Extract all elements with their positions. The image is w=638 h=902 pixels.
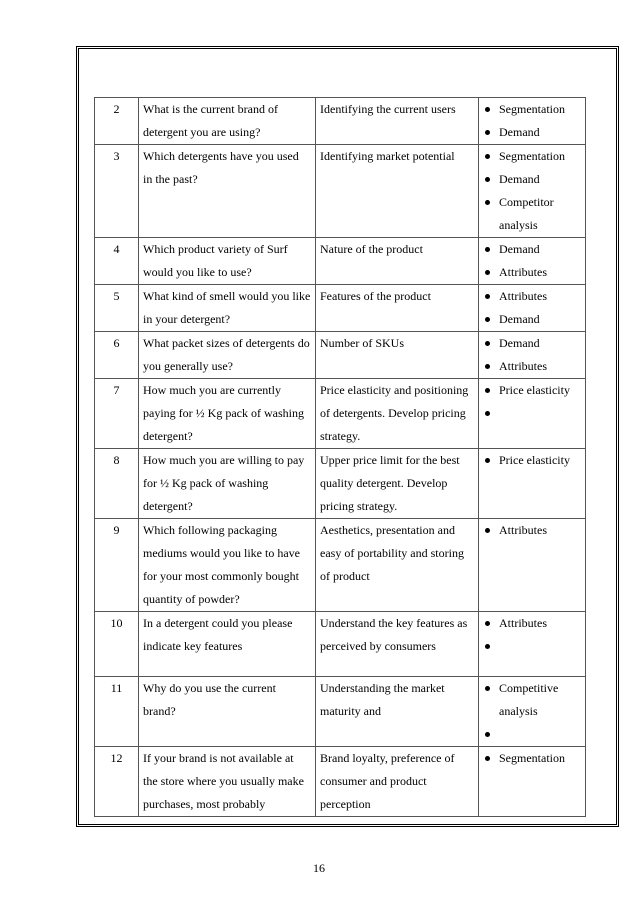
objectives-list bbox=[483, 519, 581, 542]
question-purpose: Aesthetics, presentation and easy of portability and storing of product bbox=[316, 519, 479, 612]
question-purpose: Number of SKUs bbox=[316, 332, 479, 379]
bullet-icon bbox=[485, 458, 490, 463]
objectives-list bbox=[483, 747, 581, 770]
bullet-icon bbox=[485, 154, 490, 159]
bullet-icon bbox=[485, 756, 490, 761]
table-row bbox=[95, 332, 586, 379]
question-text: How much you are currently paying for ½ Kg pack of washing detergent? bbox=[139, 379, 316, 449]
objectives-cell bbox=[479, 612, 586, 677]
bullet-icon bbox=[485, 686, 490, 691]
question-text: If your brand is not available at the store where you usually make purchases, most probably bbox=[139, 747, 316, 817]
objective-item bbox=[483, 308, 581, 331]
objectives-cell bbox=[479, 379, 586, 449]
objectives-list bbox=[483, 332, 581, 378]
objective-item bbox=[483, 612, 581, 635]
objective-label: Price elasticity bbox=[499, 453, 570, 467]
objectives-cell bbox=[479, 285, 586, 332]
question-text: Which product variety of Surf would you like to use? bbox=[139, 238, 316, 285]
objectives-list bbox=[483, 677, 581, 746]
objective-item bbox=[483, 723, 581, 746]
table-row bbox=[95, 519, 586, 612]
question-text: Which detergents have you used in the past? bbox=[139, 145, 316, 238]
bullet-icon bbox=[485, 247, 490, 252]
objective-label: Competitor analysis bbox=[499, 195, 554, 232]
objectives-list bbox=[483, 145, 581, 237]
table-row bbox=[95, 98, 586, 145]
objectives-list bbox=[483, 379, 581, 425]
question-number: 6 bbox=[95, 332, 139, 379]
objective-label: Demand bbox=[499, 336, 540, 350]
bullet-icon bbox=[485, 411, 490, 416]
table-row bbox=[95, 747, 586, 817]
objective-item bbox=[483, 285, 581, 308]
question-text: Why do you use the current brand? bbox=[139, 677, 316, 747]
question-purpose: Identifying market potential bbox=[316, 145, 479, 238]
objective-item bbox=[483, 145, 581, 168]
bullet-icon bbox=[485, 177, 490, 182]
objectives-cell bbox=[479, 449, 586, 519]
question-number: 10 bbox=[95, 612, 139, 677]
objectives-list bbox=[483, 285, 581, 331]
page-number: 16 bbox=[313, 861, 325, 875]
objective-item bbox=[483, 402, 581, 425]
objectives-cell bbox=[479, 238, 586, 285]
objective-item bbox=[483, 747, 581, 770]
objectives-cell bbox=[479, 747, 586, 817]
objective-item bbox=[483, 519, 581, 542]
objective-label: Attributes bbox=[499, 265, 547, 279]
objective-label: Segmentation bbox=[499, 149, 565, 163]
question-text: Which following packaging mediums would you like to have for your most commonly bought quantity of powder? bbox=[139, 519, 316, 612]
question-purpose: Nature of the product bbox=[316, 238, 479, 285]
question-number: 11 bbox=[95, 677, 139, 747]
objective-item bbox=[483, 261, 581, 284]
bullet-icon bbox=[485, 621, 490, 626]
question-purpose: Upper price limit for the best quality detergent. Develop pricing strategy. bbox=[316, 449, 479, 519]
objective-item bbox=[483, 121, 581, 144]
objectives-cell bbox=[479, 519, 586, 612]
bullet-icon bbox=[485, 107, 490, 112]
objective-item bbox=[483, 449, 581, 472]
objective-item bbox=[483, 677, 581, 723]
question-number: 7 bbox=[95, 379, 139, 449]
objective-label: Attributes bbox=[499, 289, 547, 303]
question-purpose: Features of the product bbox=[316, 285, 479, 332]
table-row bbox=[95, 238, 586, 285]
objectives-list bbox=[483, 238, 581, 284]
objective-label: Segmentation bbox=[499, 102, 565, 116]
table-row bbox=[95, 379, 586, 449]
question-number: 5 bbox=[95, 285, 139, 332]
question-purpose: Brand loyalty, preference of consumer and product perception bbox=[316, 747, 479, 817]
bullet-icon bbox=[485, 644, 490, 649]
bullet-icon bbox=[485, 364, 490, 369]
objective-item bbox=[483, 635, 581, 658]
question-purpose: Price elasticity and positioning of detergents. Develop pricing strategy. bbox=[316, 379, 479, 449]
question-text: How much you are willing to pay for ½ Kg pack of washing detergent? bbox=[139, 449, 316, 519]
bullet-icon bbox=[485, 732, 490, 737]
objectives-cell bbox=[479, 332, 586, 379]
question-text: In a detergent could you please indicate key features bbox=[139, 612, 316, 677]
objective-item bbox=[483, 98, 581, 121]
objective-item bbox=[483, 332, 581, 355]
objective-label: Attributes bbox=[499, 523, 547, 537]
question-number: 9 bbox=[95, 519, 139, 612]
objective-item bbox=[483, 238, 581, 261]
objectives-cell bbox=[479, 98, 586, 145]
objective-label: Demand bbox=[499, 172, 540, 186]
bullet-icon bbox=[485, 270, 490, 275]
bullet-icon bbox=[485, 294, 490, 299]
objective-label: Attributes bbox=[499, 616, 547, 630]
table-row bbox=[95, 677, 586, 747]
question-text: What kind of smell would you like in your detergent? bbox=[139, 285, 316, 332]
question-purpose: Identifying the current users bbox=[316, 98, 479, 145]
bullet-icon bbox=[485, 388, 490, 393]
bullet-icon bbox=[485, 317, 490, 322]
objective-label: Demand bbox=[499, 125, 540, 139]
table-row bbox=[95, 145, 586, 238]
objective-label: Price elasticity bbox=[499, 383, 570, 397]
bullet-icon bbox=[485, 130, 490, 135]
questionnaire-table bbox=[94, 97, 586, 817]
objectives-list bbox=[483, 98, 581, 144]
table-row bbox=[95, 449, 586, 519]
objective-item bbox=[483, 168, 581, 191]
objective-label: Competitive analysis bbox=[499, 681, 559, 718]
question-number: 12 bbox=[95, 747, 139, 817]
bullet-icon bbox=[485, 341, 490, 346]
table-row bbox=[95, 285, 586, 332]
question-text: What is the current brand of detergent you are using? bbox=[139, 98, 316, 145]
objective-item bbox=[483, 379, 581, 402]
objective-item bbox=[483, 355, 581, 378]
objectives-cell bbox=[479, 145, 586, 238]
bullet-icon bbox=[485, 200, 490, 205]
objective-item bbox=[483, 191, 581, 237]
question-number: 3 bbox=[95, 145, 139, 238]
bullet-icon bbox=[485, 528, 490, 533]
objective-label: Demand bbox=[499, 312, 540, 326]
objectives-cell bbox=[479, 677, 586, 747]
objective-label: Segmentation bbox=[499, 751, 565, 765]
objective-label: Attributes bbox=[499, 359, 547, 373]
question-number: 8 bbox=[95, 449, 139, 519]
objective-label: Demand bbox=[499, 242, 540, 256]
question-text: What packet sizes of detergents do you generally use? bbox=[139, 332, 316, 379]
question-number: 2 bbox=[95, 98, 139, 145]
objectives-list bbox=[483, 449, 581, 472]
objectives-list bbox=[483, 612, 581, 658]
question-purpose: Understanding the market maturity and bbox=[316, 677, 479, 747]
table-row bbox=[95, 612, 586, 677]
question-purpose: Understand the key features as perceived by consumers bbox=[316, 612, 479, 677]
question-number: 4 bbox=[95, 238, 139, 285]
